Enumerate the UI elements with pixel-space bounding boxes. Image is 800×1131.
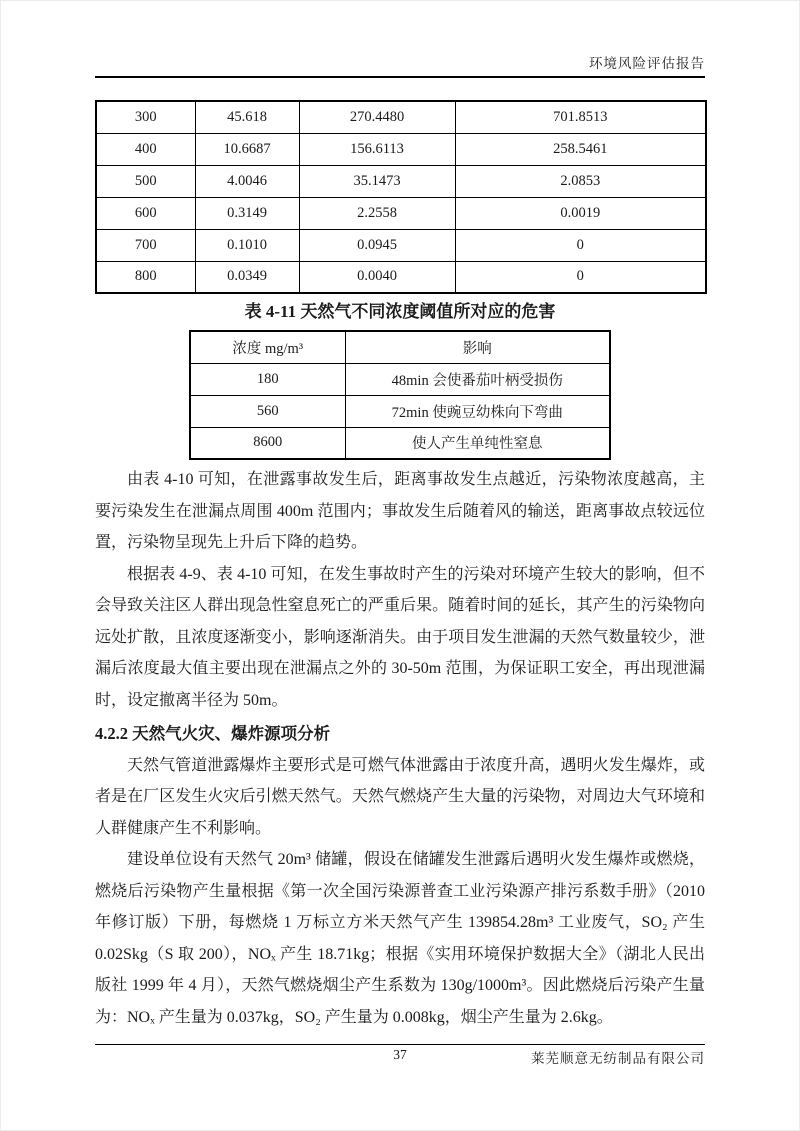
table-cell: 700: [96, 229, 195, 261]
table-cell: 45.618: [195, 101, 299, 133]
table-row: [96, 197, 706, 229]
company-name: 莱芜顺意无纺制品有限公司: [531, 1051, 705, 1066]
table-row: [96, 101, 706, 133]
running-header-title: 环境风险评估报告: [589, 56, 705, 71]
table-cell: 0: [455, 229, 706, 261]
table-cell: 0.0349: [195, 261, 299, 293]
table-cell: 72min 使豌豆幼株向下弯曲: [345, 395, 610, 427]
body-paragraph-1: 由表 4-10 可知，在泄露事故发生后，距离事故发生点越近，污染物浓度越高，主要污染发生在泄漏点周围 400m 范围内；事故发生后随着风的输送，距离事故点较远位置，污染物呈现先上升后下降的趋势。: [95, 471, 705, 551]
body-text: [95, 464, 705, 1033]
table-row: [190, 427, 610, 459]
table-cell: 600: [96, 197, 195, 229]
body-paragraph-2: 根据表 4-9、表 4-10 可知，在发生事故时产生的污染对环境产生较大的影响，但不会导致关注区人群出现急性窒息死亡的严重后果。随着时间的延长，其产生的污染物向远处扩散，且浓度逐渐变小，影响逐渐消失。由于项目发生泄漏的天然气数量较少，泄漏后浓度最大值主要出现在泄漏点之外的 30-50m 范围，为保证职工安全，再出现泄漏时，设定撤离半径为 50m。: [95, 565, 705, 709]
body-paragraph-3: 天然气管道泄露爆炸主要形式是可燃气体泄露由于浓度升高，遇明火发生爆炸，或者是在厂区发生火灾后引燃天然气。天然气燃烧产生大量的污染物，对周边大气环境和人群健康产生不利影响。: [95, 756, 705, 837]
table-cell: 500: [96, 165, 195, 197]
table-cell: 0.0040: [299, 261, 455, 293]
table-cell: 0: [455, 261, 706, 293]
table-cell: 2.2558: [299, 197, 455, 229]
table-cell: 4.0046: [195, 165, 299, 197]
running-header: [95, 52, 705, 78]
column-header-effect: 影响: [345, 331, 610, 363]
table-cell: 0.3149: [195, 197, 299, 229]
table-row: [96, 261, 706, 293]
table-row: [96, 165, 706, 197]
table-cell: 800: [96, 261, 195, 293]
table-cell: 2.0853: [455, 165, 706, 197]
table-cell: 48min 会使番茄叶柄受损伤: [345, 363, 610, 395]
table-cell: 270.4480: [299, 101, 455, 133]
table-header-row: [190, 331, 610, 363]
table-cell: 使人产生单纯性窒息: [345, 427, 610, 459]
gas-dispersion-table: [95, 100, 707, 294]
table-cell: 35.1473: [299, 165, 455, 197]
table-row: [190, 395, 610, 427]
table-row: [96, 229, 706, 261]
concentration-hazard-table: [189, 330, 611, 460]
table-cell: 0.0019: [455, 197, 706, 229]
page-footer: [95, 1044, 705, 1065]
table-cell: 258.5461: [455, 133, 706, 165]
page-number: 37: [393, 1047, 407, 1062]
column-header-concentration: 浓度 mg/m³: [190, 331, 345, 363]
table-cell: 0.1010: [195, 229, 299, 261]
table-cell: 8600: [190, 427, 345, 459]
table-cell: 400: [96, 133, 195, 165]
table-cell: 180: [190, 363, 345, 395]
table-4-11-caption: 表 4-11 天然气不同浓度阈值所对应的危害: [244, 302, 556, 321]
table-cell: 701.8513: [455, 101, 706, 133]
section-heading-4-2-2: 4.2.2 天然气火灾、爆炸源项分析: [95, 724, 331, 743]
table-cell: 560: [190, 395, 345, 427]
table-cell: 156.6113: [299, 133, 455, 165]
table-cell: 300: [96, 101, 195, 133]
table-cell: 10.6687: [195, 133, 299, 165]
table-row: [190, 363, 610, 395]
table-row: [96, 133, 706, 165]
body-paragraph-4: 建设单位设有天然气 20m³ 储罐，假设在储罐发生泄露后遇明火发生爆炸或燃烧，燃烧后污染物产生量根据《第一次全国污染源普查工业污染源产排污系数手册》（2010 年修订版）下册，每燃烧 1 万标立方米天然气产生 139854.28m³ 工业废气，SO₂ 产生 0.02Skg（S 取 200），NOₓ 产生 18.71kg；根据《实用环境保护数据大全》（湖北人民出版社 1999 年 4 月），天然气燃烧烟尘产生系数为 130g/1000m³。因此燃烧后污染产生量为：NOₓ 产生量为 0.037kg，SO₂ 产生量为 0.008kg，烟尘产生量为 2.6kg。: [95, 851, 705, 1026]
table-cell: 0.0945: [299, 229, 455, 261]
